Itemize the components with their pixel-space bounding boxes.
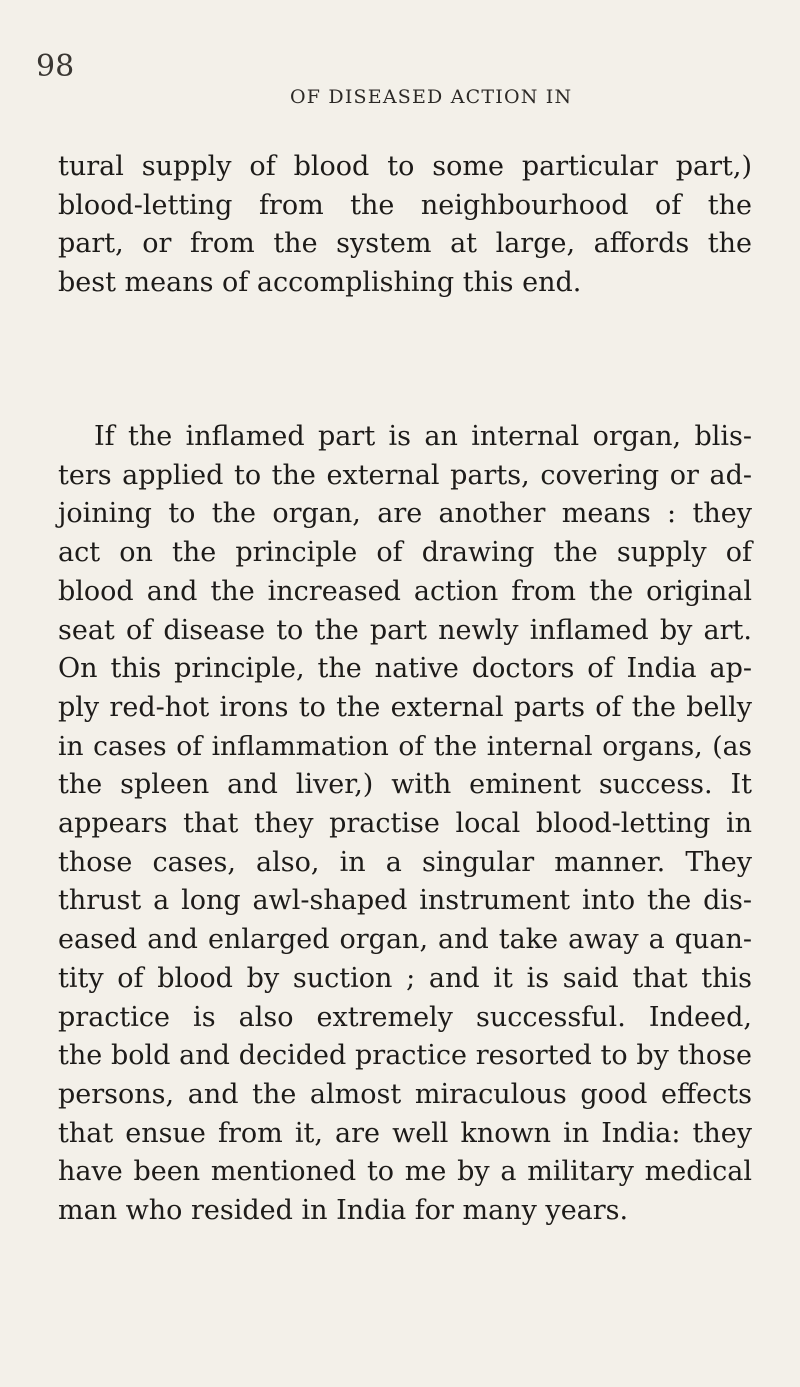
paragraph-1 (58, 148, 752, 303)
text-line: If the inflamed part is an internal organ, blis- (94, 421, 752, 452)
text-line: blood and the increased action from the original (58, 575, 752, 607)
text-line: part, or from the system at large, affords the (58, 228, 752, 260)
text-line: that ensue from it, are well known in India: they (58, 1117, 752, 1149)
text-line: those cases, also, in a singular manner. They (58, 846, 752, 878)
page-number: 98 (36, 49, 75, 84)
text-line: thrust a long awl-shaped instrument into the dis- (58, 885, 752, 917)
text-line: the bold and decided practice resorted to by those (58, 1040, 752, 1072)
text-line: ters applied to the external parts, covering or ad- (58, 459, 752, 491)
running-title: OF DISEASED ACTION IN (290, 86, 573, 108)
text-line: the spleen and liver,) with eminent success. It (58, 769, 752, 801)
text-line: have been mentioned to me by a military medical (58, 1156, 752, 1188)
text-line: man who resided in India for many years. (58, 1195, 629, 1227)
paragraph-2 (58, 418, 752, 1231)
text-line: joining to the organ, are another means : they (58, 498, 752, 530)
text-line: in cases of inflammation of the internal organs, (as (58, 730, 752, 762)
text-line: blood-letting from the neighbourhood of the (58, 189, 752, 221)
text-line: ply red-hot irons to the external parts of the belly (58, 691, 752, 723)
text-line: act on the principle of drawing the supply of (58, 537, 752, 569)
text-line: tural supply of blood to some particular part,) (58, 151, 752, 182)
text-line: seat of disease to the part newly inflamed by art. (58, 614, 752, 646)
text-line: appears that they practise local blood-letting in (58, 808, 752, 840)
text-line: On this principle, the native doctors of India ap- (58, 653, 752, 685)
text-line: practice is also extremely successful. Indeed, (58, 1001, 752, 1033)
text-line: eased and enlarged organ, and take away a quan- (58, 924, 752, 956)
text-line: persons, and the almost miraculous good effects (58, 1078, 752, 1110)
text-line: tity of blood by suction ; and it is said that this (58, 962, 752, 994)
text-line: best means of accomplishing this end. (58, 267, 582, 299)
